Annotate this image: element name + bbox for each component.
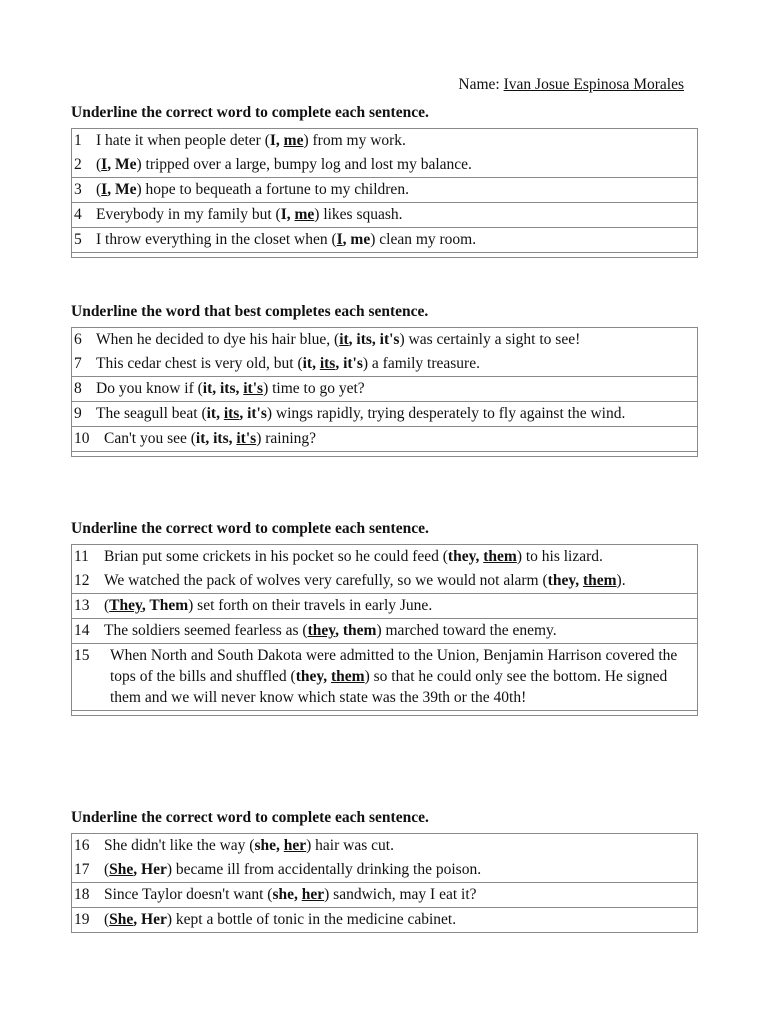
item-group xyxy=(72,594,697,619)
sentence-start: ( xyxy=(96,156,102,173)
item-group xyxy=(72,228,697,253)
item-number: 5 xyxy=(74,231,82,248)
name-label: Name: xyxy=(458,76,504,93)
exercise-item xyxy=(72,228,697,252)
choice-option: I xyxy=(101,156,108,173)
item-sentence xyxy=(104,428,691,449)
item-sentence xyxy=(96,130,691,151)
choice-option: its xyxy=(223,405,240,422)
choice-separator: , xyxy=(212,380,220,397)
sentence-end: ) kept a bottle of tonic in the medicine cabinet. xyxy=(166,911,457,928)
sentence-start: Everybody in my family but ( xyxy=(96,206,281,223)
choice-separator: , xyxy=(294,886,302,903)
sentence-end: ) clean my room. xyxy=(370,231,477,248)
exercise-item xyxy=(72,203,697,227)
item-number: 2 xyxy=(74,156,82,173)
student-name-line xyxy=(458,76,684,94)
sentence-start: We watched the pack of wolves very carefully, so we would not alarm ( xyxy=(104,572,548,589)
item-number: 18 xyxy=(74,886,90,903)
choice-option: it's xyxy=(379,331,400,348)
choice-option: they xyxy=(447,548,476,565)
item-number: 16 xyxy=(74,837,90,854)
choice-option: they xyxy=(307,622,336,639)
item-group xyxy=(72,619,697,644)
section-heading: Underline the word that best completes each sentence. xyxy=(71,303,429,320)
item-group xyxy=(72,883,697,908)
sentence-end: ) hair was cut. xyxy=(306,837,394,854)
item-number: 9 xyxy=(74,405,82,422)
item-number: 6 xyxy=(74,331,82,348)
choice-separator: , xyxy=(216,405,224,422)
sentence-end: ) sandwich, may I eat it? xyxy=(324,886,477,903)
item-group xyxy=(72,545,697,594)
choice-option: they xyxy=(295,668,324,685)
choice-separator: , xyxy=(133,911,142,928)
choice-option: its xyxy=(356,331,372,348)
exercise-box xyxy=(71,544,698,716)
choice-separator: , xyxy=(239,405,248,422)
choice-option: she xyxy=(272,886,294,903)
exercise-item xyxy=(72,178,697,202)
item-sentence xyxy=(104,909,691,930)
sentence-end: ) set forth on their travels in early June. xyxy=(188,597,433,614)
sentence-end: ) wings rapidly, trying desperately to fly against the wind. xyxy=(266,405,626,422)
choice-option: it's xyxy=(236,430,257,447)
choice-option: I xyxy=(101,181,108,198)
item-group xyxy=(72,427,697,452)
choice-option: Me xyxy=(114,181,137,198)
choice-separator: , xyxy=(141,597,150,614)
choice-option: Them xyxy=(149,597,189,614)
choice-option: it xyxy=(339,331,349,348)
item-group xyxy=(72,834,697,883)
choice-separator: , xyxy=(107,156,115,173)
choice-option: they xyxy=(547,572,576,589)
choice-option: me xyxy=(350,231,371,248)
choice-option: She xyxy=(109,861,134,878)
choice-option: I xyxy=(269,132,276,149)
choice-option: me xyxy=(294,206,315,223)
item-group xyxy=(72,203,697,228)
sentence-end: ) raining? xyxy=(256,430,317,447)
exercise-box xyxy=(71,327,698,457)
sentence-start: The seagull beat ( xyxy=(96,405,207,422)
item-sentence xyxy=(96,378,691,399)
item-number: 3 xyxy=(74,181,82,198)
choice-option: it's xyxy=(243,380,264,397)
choice-separator: , xyxy=(205,430,214,447)
sentence-start: When he decided to dye his hair blue, ( xyxy=(96,331,340,348)
sentence-end: ). xyxy=(616,572,626,589)
exercise-item xyxy=(72,328,697,352)
section-heading: Underline the correct word to complete each sentence. xyxy=(71,520,429,537)
item-group xyxy=(72,908,697,932)
choice-option: it xyxy=(195,430,206,447)
choice-separator: , xyxy=(276,837,284,854)
sentence-end: ) was certainly a sight to see! xyxy=(399,331,581,348)
section-3 xyxy=(71,520,698,716)
sentence-end: ) a family treasure. xyxy=(362,355,480,372)
choice-separator: , xyxy=(575,572,583,589)
sentence-end: ) to his lizard. xyxy=(516,548,603,565)
exercise-box xyxy=(71,128,698,258)
item-group xyxy=(72,129,697,178)
exercise-item xyxy=(72,129,697,153)
choice-option: them xyxy=(342,622,377,639)
exercise-item xyxy=(72,644,697,710)
section-4 xyxy=(71,809,698,933)
sentence-end: ) became ill from accidentally drinking the poison. xyxy=(166,861,482,878)
item-sentence xyxy=(96,204,691,225)
item-number: 13 xyxy=(74,597,90,614)
choice-option: them xyxy=(331,668,365,685)
exercise-item xyxy=(72,352,697,376)
item-number: 11 xyxy=(74,548,89,565)
section-heading: Underline the correct word to complete each sentence. xyxy=(71,104,429,121)
sentence-end: ) time to go yet? xyxy=(263,380,365,397)
sentence-end: ) hope to bequeath a fortune to my children. xyxy=(136,181,409,198)
exercise-item xyxy=(72,858,697,882)
choice-separator: , xyxy=(107,181,115,198)
choice-separator: , xyxy=(335,622,343,639)
choice-option: Me xyxy=(114,156,137,173)
item-sentence xyxy=(104,835,691,856)
sentence-end: ) marched toward the enemy. xyxy=(376,622,557,639)
item-sentence xyxy=(104,884,691,905)
exercise-item xyxy=(72,834,697,858)
item-sentence xyxy=(96,403,691,424)
item-group xyxy=(72,402,697,427)
sentence-end: ) likes squash. xyxy=(314,206,403,223)
item-sentence xyxy=(104,859,691,880)
choice-option: her xyxy=(301,886,325,903)
sentence-start: I hate it when people deter ( xyxy=(96,132,270,149)
choice-option: it's xyxy=(247,405,267,422)
exercise-item xyxy=(72,545,697,569)
sentence-start: ( xyxy=(104,911,110,928)
choice-option: its xyxy=(220,380,236,397)
choice-option: Her xyxy=(141,911,167,928)
choice-option: them xyxy=(582,572,617,589)
choice-separator: , xyxy=(323,668,332,685)
choice-separator: , xyxy=(371,331,380,348)
choice-separator: , xyxy=(286,206,295,223)
choice-option: them xyxy=(483,548,517,565)
sentence-start: Brian put some crickets in his pocket so he could feed ( xyxy=(104,548,448,565)
student-name: Ivan Josue Espinosa Morales xyxy=(503,76,684,93)
choice-separator: , xyxy=(475,548,484,565)
sentence-start: ( xyxy=(104,597,110,614)
exercise-item xyxy=(72,427,697,451)
choice-option: it xyxy=(302,355,313,372)
choice-separator: , xyxy=(342,231,351,248)
choice-separator: , xyxy=(312,355,320,372)
item-sentence xyxy=(104,570,691,591)
exercise-item xyxy=(72,594,697,618)
item-number: 1 xyxy=(74,132,82,149)
item-sentence xyxy=(96,179,691,200)
item-number: 7 xyxy=(74,355,82,372)
item-group xyxy=(72,178,697,203)
item-number: 8 xyxy=(74,380,82,397)
choice-separator: , xyxy=(235,380,244,397)
item-sentence xyxy=(104,546,691,567)
sentence-start: This cedar chest is very old, but ( xyxy=(96,355,303,372)
section-heading: Underline the correct word to complete each sentence. xyxy=(71,809,429,826)
exercise-box xyxy=(71,833,698,933)
choice-option: she xyxy=(254,837,276,854)
exercise-item xyxy=(72,908,697,932)
exercise-item xyxy=(72,569,697,593)
sentence-start: When North and South Dakota were admitted to the Union, Benjamin Harrison covered the tops of the bills and shuffled ( xyxy=(110,647,678,685)
blank-row xyxy=(72,711,697,715)
sentence-start: Since Taylor doesn't want ( xyxy=(104,886,273,903)
section-1 xyxy=(71,104,698,258)
sentence-end: ) so that he could only see the bottom. He signed them and we will never know which state was the 39th or the 40th! xyxy=(110,668,668,706)
item-group xyxy=(72,328,697,377)
choice-separator: , xyxy=(348,331,357,348)
sentence-start: She didn't like the way ( xyxy=(104,837,255,854)
sentence-start: The soldiers seemed fearless as ( xyxy=(104,622,308,639)
sentence-start: Do you know if ( xyxy=(96,380,203,397)
item-sentence xyxy=(96,353,691,374)
item-number: 12 xyxy=(74,572,90,589)
section-2 xyxy=(71,303,698,457)
choice-option: me xyxy=(283,132,304,149)
item-group xyxy=(72,377,697,402)
sentence-start: Can't you see ( xyxy=(104,430,196,447)
choice-option: it's xyxy=(343,355,363,372)
sentence-start: ( xyxy=(104,861,110,878)
sentence-start: ( xyxy=(96,181,102,198)
choice-option: her xyxy=(283,837,307,854)
choice-option: its xyxy=(319,355,336,372)
choice-option: its xyxy=(213,430,229,447)
sentence-end: ) tripped over a large, bumpy log and lost my balance. xyxy=(136,156,472,173)
choice-separator: , xyxy=(275,132,284,149)
blank-row xyxy=(72,452,697,456)
choice-option: I xyxy=(336,231,343,248)
item-number: 17 xyxy=(74,861,90,878)
choice-separator: , xyxy=(133,861,142,878)
item-number: 10 xyxy=(74,430,90,447)
choice-option: it xyxy=(202,380,213,397)
item-sentence xyxy=(104,595,691,616)
sentence-start: I throw everything in the closet when ( xyxy=(96,231,337,248)
item-sentence xyxy=(110,645,691,708)
exercise-item xyxy=(72,402,697,426)
choice-option: They xyxy=(109,597,142,614)
item-sentence xyxy=(96,154,691,175)
item-sentence xyxy=(104,620,691,641)
item-number: 14 xyxy=(74,622,90,639)
choice-option: She xyxy=(109,911,134,928)
item-sentence xyxy=(96,329,691,350)
item-sentence xyxy=(96,229,691,250)
exercise-item xyxy=(72,619,697,643)
choice-option: I xyxy=(280,206,287,223)
blank-row xyxy=(72,253,697,257)
item-number: 19 xyxy=(74,911,90,928)
choice-separator: , xyxy=(335,355,344,372)
item-number: 15 xyxy=(74,647,90,664)
sentence-end: ) from my work. xyxy=(303,132,406,149)
exercise-item xyxy=(72,883,697,907)
choice-separator: , xyxy=(228,430,237,447)
choice-option: it xyxy=(206,405,217,422)
exercise-item xyxy=(72,377,697,401)
choice-option: Her xyxy=(141,861,167,878)
exercise-item xyxy=(72,153,697,177)
item-group xyxy=(72,644,697,711)
item-number: 4 xyxy=(74,206,82,223)
